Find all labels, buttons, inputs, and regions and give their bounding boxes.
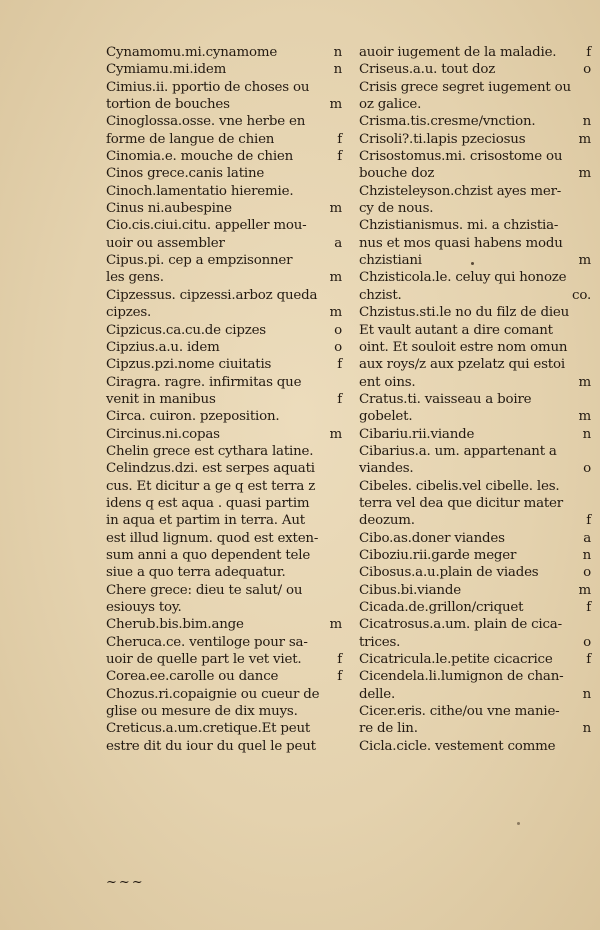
entry-text: Crisma.tis.cresme/vnction. — [359, 114, 536, 130]
entry-text: Cicendela.li.lumignon de chan- — [359, 669, 564, 685]
entry-text: Cipzessus. cipzessi.arboz queda — [106, 287, 318, 303]
entry-text: siue a quo terra adequatur. — [106, 565, 286, 581]
entry-text: Cibariu.rii.viande — [359, 426, 475, 442]
text-line — [359, 44, 591, 61]
gender-mark: m — [329, 97, 342, 113]
entry-text: Crisostomus.mi. crisostome ou — [359, 149, 563, 165]
entry-text: Cibeles. cibelis.vel cibelle. les. — [359, 478, 560, 494]
text-line — [359, 235, 591, 252]
entry-text: esiouys toy. — [106, 600, 182, 615]
text-line — [106, 668, 342, 685]
entry-text: Cymiamu.mi.idem — [106, 62, 227, 78]
gender-mark: m — [329, 201, 342, 217]
text-line — [359, 443, 591, 460]
entry-text: Circa. cuiron. pzeposition. — [106, 409, 280, 425]
text-line — [359, 374, 591, 391]
text-line — [359, 582, 591, 599]
text-line — [106, 460, 342, 477]
gender-mark: m — [578, 253, 591, 269]
text-line — [359, 304, 591, 321]
entry-text: auoir iugement de la maladie. — [359, 45, 557, 60]
gender-mark: m — [578, 131, 591, 147]
entry-text: forme de langue de chien — [106, 131, 275, 147]
text-line — [106, 582, 342, 599]
entry-text: Ciboziu.rii.garde meger — [359, 547, 517, 563]
text-line — [106, 148, 342, 165]
text-line — [106, 252, 342, 269]
ink-speck — [517, 822, 520, 825]
entry-text: nus et mos quasi habens modu — [359, 235, 563, 251]
text-line — [106, 235, 342, 252]
text-line — [106, 478, 342, 495]
text-line — [359, 356, 591, 373]
text-line — [106, 495, 342, 512]
gender-mark: n — [333, 45, 342, 60]
gender-mark: f — [586, 45, 591, 60]
entry-text: oz galice. — [359, 97, 422, 113]
text-line — [106, 530, 342, 547]
text-line — [359, 252, 591, 269]
gender-mark: n — [333, 62, 342, 78]
gender-mark: f — [586, 652, 591, 668]
text-line — [106, 287, 342, 304]
entry-text: Cinoch.lamentatio hieremie. — [106, 183, 294, 199]
text-line — [359, 217, 591, 234]
text-line — [359, 79, 591, 96]
text-line — [106, 426, 342, 443]
entry-text: Criseus.a.u. tout doz — [359, 62, 496, 78]
text-line — [359, 183, 591, 200]
text-line — [359, 720, 591, 737]
gender-mark: n — [582, 547, 591, 563]
entry-text: Cibarius.a. um. appartenant a — [359, 443, 557, 459]
text-line — [359, 339, 591, 356]
gender-mark: n — [582, 721, 591, 737]
entry-text: Cratus.ti. vaisseau a boire — [359, 391, 532, 407]
text-line — [106, 651, 342, 668]
entry-text: Circinus.ni.copas — [106, 426, 220, 442]
entry-text: chzistiani — [359, 253, 422, 269]
entry-text: Cynamomu.mi.cynamome — [106, 45, 278, 60]
text-line — [359, 200, 591, 217]
text-line — [359, 61, 591, 78]
text-line — [359, 408, 591, 425]
entry-text: trices. — [359, 634, 401, 650]
gender-mark: a — [583, 530, 591, 546]
entry-text: tortion de bouches — [106, 97, 230, 113]
text-line — [359, 322, 591, 339]
bottom-margin-mark: ~~~ — [106, 875, 145, 890]
text-line — [106, 720, 342, 737]
text-line — [106, 79, 342, 96]
gender-mark: m — [578, 582, 591, 598]
text-line — [106, 512, 342, 529]
text-line — [359, 165, 591, 182]
entry-text: Crisis grece segret iugement ou — [359, 79, 571, 95]
text-line — [106, 131, 342, 148]
entry-text: aux roys/z aux pzelatz qui estoi — [359, 357, 565, 373]
entry-text: Cinus ni.aubespine — [106, 201, 232, 217]
text-line — [359, 269, 591, 286]
entry-text: uoir de quelle part le vet viet. — [106, 652, 302, 668]
entry-text: ent oins. — [359, 374, 416, 390]
text-line — [359, 703, 591, 720]
entry-text: Cipzus.pzi.nome ciuitatis — [106, 357, 272, 373]
text-line — [106, 599, 342, 616]
text-line — [359, 530, 591, 547]
text-line — [359, 131, 591, 148]
entry-text: viandes. — [359, 461, 414, 477]
entry-text: venit in manibus — [106, 391, 216, 407]
gender-mark: a — [334, 235, 342, 251]
entry-text: Cibosus.a.u.plain de viades — [359, 565, 539, 581]
entry-text: Cicer.eris. cithe/ou vne manie- — [359, 704, 560, 720]
gender-mark: m — [329, 617, 342, 633]
entry-text: Cimius.ii. pportio de choses ou — [106, 79, 310, 95]
entry-text: Chere grece: dieu te salut/ ou — [106, 582, 303, 598]
entry-text: Celindzus.dzi. est serpes aquati — [106, 461, 315, 477]
text-line — [106, 322, 342, 339]
entry-text: Chzistus.sti.le no du filz de dieu — [359, 305, 570, 321]
gender-mark: o — [583, 62, 591, 78]
entry-text: uoir ou assembler — [106, 235, 225, 251]
gender-mark: f — [337, 652, 342, 668]
entry-text: Cicatrosus.a.um. plain de cica- — [359, 617, 562, 633]
entry-text: sum anni a quo dependent tele — [106, 547, 311, 563]
gender-mark: n — [582, 114, 591, 130]
text-line — [106, 200, 342, 217]
text-line — [106, 165, 342, 182]
gender-mark: m — [329, 270, 342, 286]
text-line — [106, 408, 342, 425]
entry-text: Chozus.ri.copaignie ou cueur de — [106, 686, 320, 702]
text-line — [359, 668, 591, 685]
entry-text: est illud lignum. quod est exten- — [106, 530, 319, 546]
left-column — [106, 44, 342, 755]
text-line — [359, 148, 591, 165]
entry-text: Cicla.cicle. vestement comme — [359, 738, 556, 754]
text-line — [359, 738, 591, 755]
text-line — [359, 547, 591, 564]
text-line — [359, 391, 591, 408]
text-line — [106, 686, 342, 703]
text-line — [359, 426, 591, 443]
text-line — [106, 61, 342, 78]
text-line — [359, 634, 591, 651]
entry-text: re de lin. — [359, 721, 418, 737]
entry-text: Cherub.bis.bim.ange — [106, 617, 244, 633]
gender-mark: f — [586, 600, 591, 615]
entry-text: idens q est aqua . quasi partim — [106, 495, 310, 511]
entry-text: gobelet. — [359, 409, 413, 425]
text-line — [359, 616, 591, 633]
text-line — [106, 547, 342, 564]
text-line — [359, 287, 591, 304]
entry-text: Cipzius.a.u. idem — [106, 339, 220, 355]
text-line — [106, 44, 342, 61]
text-line — [106, 356, 342, 373]
text-line — [106, 634, 342, 651]
entry-text: Cinos grece.canis latine — [106, 166, 265, 182]
entry-text: delle. — [359, 686, 396, 702]
text-line — [106, 391, 342, 408]
gender-mark: m — [578, 409, 591, 425]
gender-mark: o — [583, 565, 591, 581]
entry-text: Chelin grece est cythara latine. — [106, 443, 314, 459]
entry-text: Ciragra. ragre. infirmitas que — [106, 374, 302, 390]
entry-text: cipzes. — [106, 305, 152, 321]
right-column — [359, 44, 591, 755]
gender-mark: f — [337, 669, 342, 685]
entry-text: Cinomia.e. mouche de chien — [106, 149, 294, 165]
text-line — [359, 478, 591, 495]
text-line — [106, 183, 342, 200]
entry-text: in aqua et partim in terra. Aut — [106, 513, 305, 529]
text-line — [106, 564, 342, 581]
entry-text: Chzisticola.le. celuy qui honoze — [359, 270, 567, 286]
gender-mark: co. — [572, 287, 591, 303]
text-line — [106, 443, 342, 460]
text-line — [359, 564, 591, 581]
text-line — [359, 96, 591, 113]
entry-text: cy de nous. — [359, 201, 434, 217]
entry-text: deozum. — [359, 513, 415, 529]
entry-text: cus. Et dicitur a ge q est terra z — [106, 478, 316, 494]
entry-text: oint. Et souloit estre nom omun — [359, 339, 568, 355]
gender-mark: o — [334, 339, 342, 355]
text-line — [106, 96, 342, 113]
text-line — [106, 703, 342, 720]
entry-text: Et vault autant a dire comant — [359, 322, 553, 338]
gender-mark: m — [329, 426, 342, 442]
text-line — [106, 217, 342, 234]
gender-mark: o — [583, 461, 591, 477]
gender-mark: n — [582, 426, 591, 442]
entry-text: Creticus.a.um.cretique.Et peut — [106, 721, 311, 737]
text-line — [106, 738, 342, 755]
gender-mark: m — [329, 305, 342, 321]
gender-mark: f — [337, 149, 342, 165]
text-line — [359, 512, 591, 529]
entry-text: Crisoli?.ti.lapis pzeciosus — [359, 131, 526, 147]
gender-mark: f — [586, 513, 591, 529]
text-line — [106, 269, 342, 286]
text-line — [359, 651, 591, 668]
entry-text: Cio.cis.ciui.citu. appeller mou- — [106, 218, 307, 234]
entry-text: bouche doz — [359, 166, 435, 182]
text-line — [359, 686, 591, 703]
gender-mark: o — [583, 634, 591, 650]
entry-text: Cipzicus.ca.cu.de cipzes — [106, 322, 266, 338]
entry-text: Chzistianismus. mi. a chzistia- — [359, 218, 559, 234]
entry-text: estre dit du iour du quel le peut — [106, 738, 316, 754]
gender-mark: f — [337, 357, 342, 373]
gender-mark: f — [337, 131, 342, 147]
entry-text: Chzisteleyson.chzist ayes mer- — [359, 183, 562, 199]
entry-text: Cibus.bi.viande — [359, 582, 461, 598]
text-line — [106, 304, 342, 321]
gender-mark: o — [334, 322, 342, 338]
text-line — [106, 113, 342, 130]
text-line — [106, 616, 342, 633]
entry-text: les gens. — [106, 270, 164, 286]
entry-text: Cicatricula.le.petite cicacrice — [359, 652, 553, 668]
entry-text: terra vel dea que dicitur mater — [359, 495, 563, 511]
gender-mark: m — [578, 166, 591, 182]
text-line — [106, 374, 342, 391]
gender-mark: f — [337, 391, 342, 407]
text-line — [106, 339, 342, 356]
gender-mark: n — [582, 686, 591, 702]
ink-speck — [471, 262, 474, 265]
entry-text: Cipus.pi. cep a empzisonner — [106, 253, 293, 269]
text-line — [359, 495, 591, 512]
entry-text: Cibo.as.doner viandes — [359, 530, 505, 546]
entry-text: Cicada.de.grillon/criquet — [359, 600, 524, 615]
text-line — [359, 113, 591, 130]
entry-text: Corea.ee.carolle ou dance — [106, 669, 279, 685]
entry-text: chzist. — [359, 287, 402, 303]
entry-text: Cinoglossa.osse. vne herbe en — [106, 114, 306, 130]
text-line — [359, 460, 591, 477]
gender-mark: m — [578, 374, 591, 390]
entry-text: glise ou mesure de dix muys. — [106, 704, 298, 720]
entry-text: Cheruca.ce. ventiloge pour sa- — [106, 634, 308, 650]
text-line — [359, 599, 591, 616]
